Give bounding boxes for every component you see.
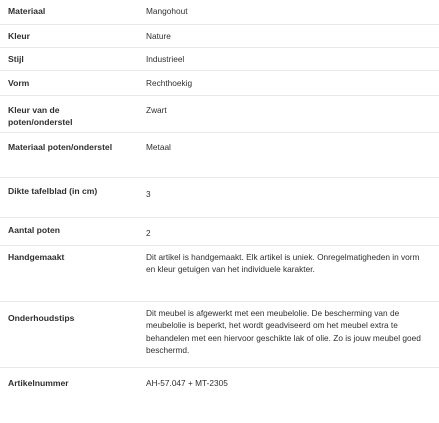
spec-label: Kleur xyxy=(8,31,30,41)
spec-value xyxy=(146,307,422,357)
spec-label: Stijl xyxy=(8,54,24,64)
spec-label: Materiaal poten/onderstel xyxy=(8,142,113,152)
spec-row-kleur xyxy=(0,25,439,48)
spec-row-aantal-poten xyxy=(0,218,439,246)
spec-row-artikelnummer xyxy=(0,368,439,423)
spec-label: Vorm xyxy=(8,78,30,88)
spec-label: Handgemaakt xyxy=(8,252,65,262)
spec-row-stijl xyxy=(0,48,439,71)
spec-row-materiaal-poten xyxy=(0,133,439,178)
spec-value: AH-57.047 + MT-2305 xyxy=(146,378,228,388)
spec-value-text: Dit artikel is handgemaakt. Elk artikel is uniek. Onregelmatigheden in vorm en kleur getuigen van het individuele karakter. xyxy=(146,252,420,275)
spec-label: Onderhoudstips xyxy=(8,313,75,323)
spec-value xyxy=(146,251,422,276)
spec-row-handgemaakt xyxy=(0,246,439,302)
spec-row-vorm xyxy=(0,71,439,96)
spec-value: Metaal xyxy=(146,142,171,152)
spec-label: Aantal poten xyxy=(8,225,61,235)
spec-value: 2 xyxy=(146,228,151,238)
spec-row-dikte-tafelblad xyxy=(0,178,439,218)
spec-label: Materiaal xyxy=(8,6,46,16)
spec-value-text: Dit meubel is afgewerkt met een meubelolie. De bescherming van de meubelolie is beperkt, het wordt geadviseerd om het meubel extra te behandelen met een hiervoor geschikte lak of olie. Zo is jouw meubel goed beschermd. xyxy=(146,308,421,356)
spec-value: Zwart xyxy=(146,105,167,115)
spec-value: Nature xyxy=(146,31,171,41)
spec-value: Mangohout xyxy=(146,6,188,16)
spec-label: Artikelnummer xyxy=(8,378,69,388)
spec-value: Industrieel xyxy=(146,54,185,64)
spec-value: 3 xyxy=(146,189,151,199)
spec-value: Rechthoekig xyxy=(146,78,193,88)
spec-row-onderhoudstips xyxy=(0,302,439,368)
spec-row-kleur-poten xyxy=(0,96,439,133)
spec-label: Kleur van de poten/onderstel xyxy=(8,105,73,127)
spec-label: Dikte tafelblad (in cm) xyxy=(8,186,98,196)
spec-row-materiaal xyxy=(0,0,439,25)
